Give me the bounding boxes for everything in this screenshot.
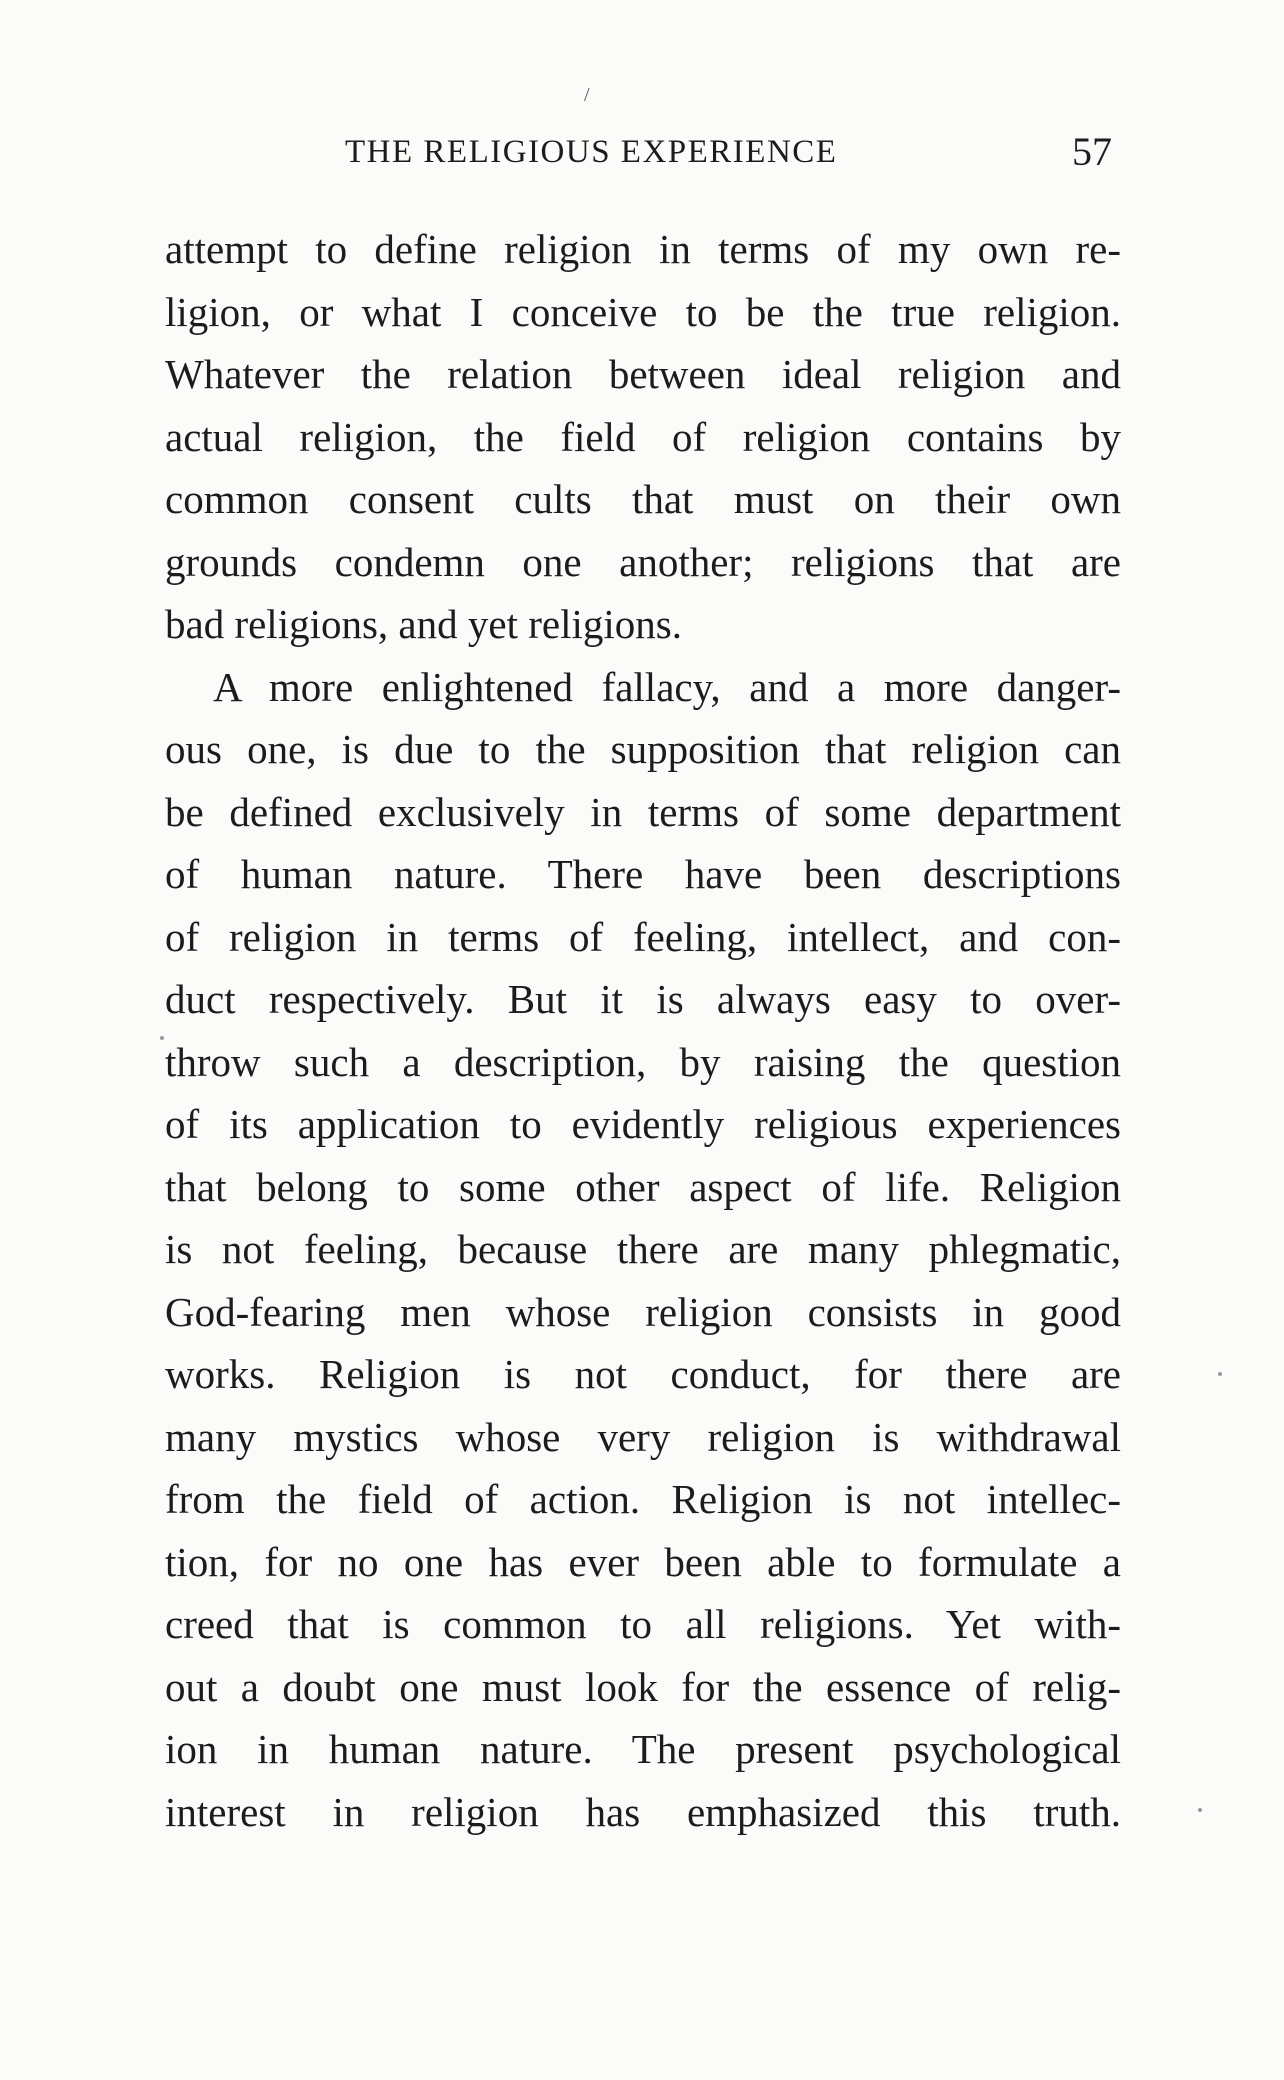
paper-speck	[1198, 1808, 1202, 1812]
text-line: of its application to evidently religious experiences	[165, 1101, 1121, 1147]
text-line: common consent cults that must on their own	[165, 476, 1121, 522]
text-line: ion in human nature. The present psychological	[165, 1726, 1121, 1772]
paragraph-1	[165, 218, 1121, 656]
body-text	[165, 218, 1121, 1843]
text-line: ous one, is due to the supposition that religion can	[165, 726, 1121, 772]
text-line: creed that is common to all religions. Yet with-	[165, 1601, 1121, 1647]
text-line: God-fearing men whose religion consists in good	[165, 1288, 1121, 1335]
text-line: A more enlightened fallacy, and a more danger-	[213, 663, 1121, 710]
running-head	[165, 128, 1122, 178]
text-line: grounds condemn one another; religions that are	[165, 538, 1121, 585]
running-title: THE RELIGIOUS EXPERIENCE	[345, 134, 838, 170]
paper-speck	[1218, 1372, 1222, 1376]
text-line: tion, for no one has ever been able to formulate a	[165, 1538, 1121, 1585]
text-line: of human nature. There have been descriptions	[165, 851, 1121, 897]
page-number: 57	[1072, 129, 1112, 174]
text-line: Whatever the relation between ideal religion and	[165, 351, 1121, 397]
paper-speck	[160, 1036, 164, 1040]
text-line: throw such a description, by raising the question	[165, 1038, 1121, 1085]
stray-pencil-mark: /	[584, 84, 590, 106]
text-line: attempt to define religion in terms of my own re-	[165, 226, 1121, 272]
text-line: that belong to some other aspect of life. Religion	[165, 1163, 1121, 1210]
text-line: interest in religion has emphasized this truth.	[165, 1788, 1121, 1835]
text-line: duct respectively. But it is always easy to over-	[165, 976, 1121, 1022]
text-line: from the field of action. Religion is not intellec-	[165, 1476, 1121, 1522]
text-line: works. Religion is not conduct, for there are	[165, 1351, 1121, 1397]
text-line: ligion, or what I conceive to be the true religion.	[165, 288, 1121, 335]
text-line: bad religions, and yet religions.	[165, 601, 682, 647]
paragraph-2	[165, 656, 1121, 1844]
text-line: is not feeling, because there are many phlegmatic,	[165, 1226, 1121, 1272]
text-line: be defined exclusively in terms of some department	[165, 788, 1121, 835]
text-line: many mystics whose very religion is withdrawal	[165, 1413, 1121, 1460]
text-line: actual religion, the field of religion contains by	[165, 413, 1121, 460]
text-line: out a doubt one must look for the essence of relig-	[165, 1663, 1121, 1710]
text-line: of religion in terms of feeling, intellect, and con-	[165, 913, 1121, 960]
